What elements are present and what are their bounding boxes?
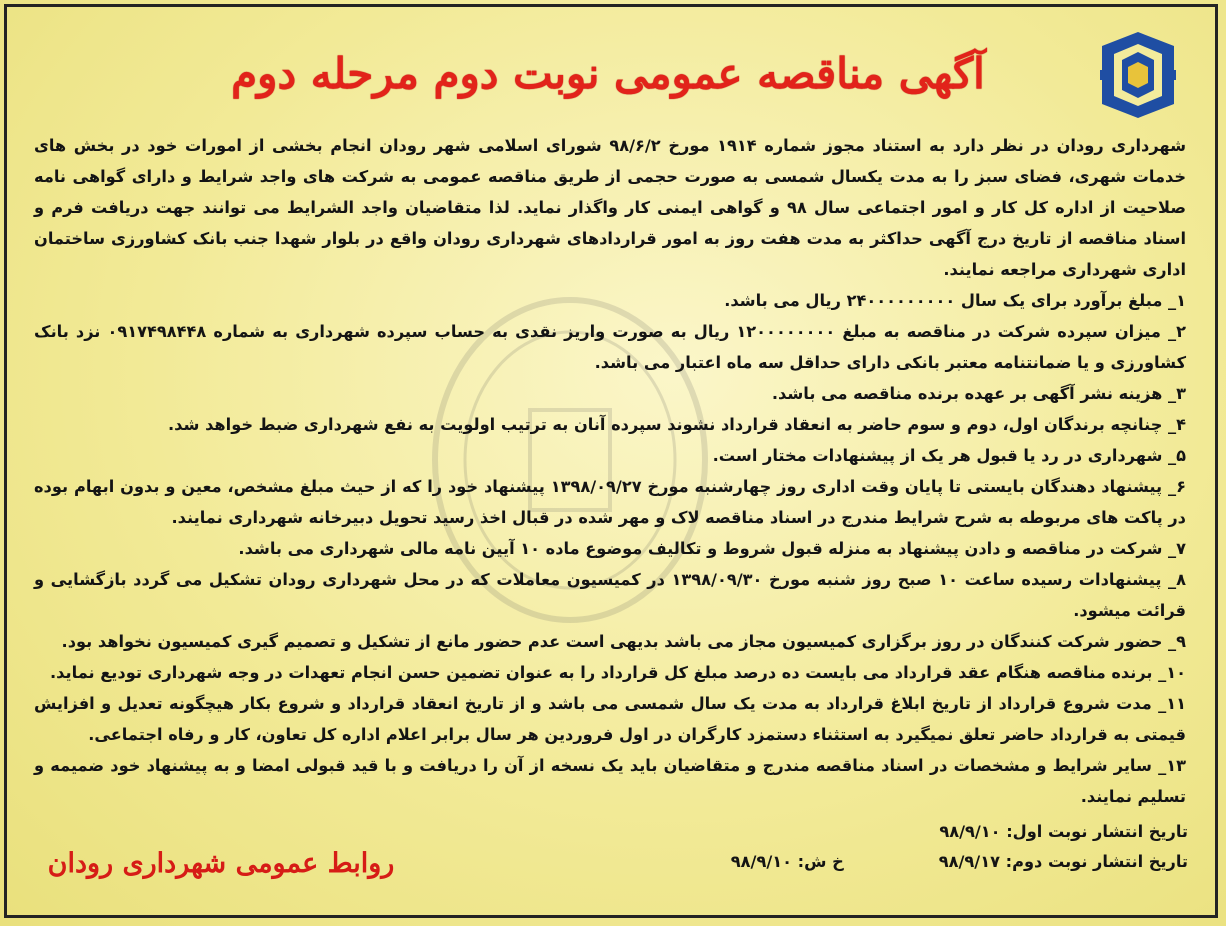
clause-6: ۶_ پیشنهاد دهندگان بایستی تا پایان وقت اداری روز چهارشنبه مورخ ۱۳۹۸/۰۹/۲۷ پیشنهاد خود را که از حیث مبلغ مشخص، معین و بدون ابهام بوده در پاکت های مربوطه به شرح شرایط مندرج در اسناد مناقصه لاک و مهر شده در قبال اخذ رسید تحویل دبیرخانه شهرداری نمایند. <box>34 477 1186 527</box>
first-publication-date: تاریخ انتشار نوبت اول: ۹۸/۹/۱۰ <box>939 822 1188 841</box>
ad-body <box>34 130 1186 812</box>
clause-1: ۱_ مبلغ برآورد برای یک سال ۲۴۰۰۰۰۰۰۰۰۰ ریال می باشد. <box>724 291 1186 310</box>
publication-dates <box>628 817 1188 877</box>
clause-10: ۱۰_ برنده مناقصه هنگام عقد قرارداد می بایست ده درصد مبلغ کل قرارداد را به عنوان تضمین حسن انجام تعهدات در وجه شهرداری تودیع نماید. <box>50 663 1186 682</box>
first-publication-row <box>628 817 1188 847</box>
clause-8: ۸_ پیشنهادات رسیده ساعت ۱۰ صبح روز شنبه مورخ ۱۳۹۸/۰۹/۳۰ در کمیسیون معاملات که در محل شهرداری رودان تشکیل می گردد بازگشایی و قرائت میشود. <box>34 570 1186 620</box>
ad-title: آگهی مناقصه عمومی نوبت دوم مرحله دوم <box>231 49 985 98</box>
clause-13: ۱۳_ سایر شرایط و مشخصات در اسناد مناقصه مندرج و متقاضیان باید یک نسخه از آن را دریافت و با قید قبولی امضا و به پیشنهاد خود ضمیمه و تسلیم نمایند. <box>34 756 1186 806</box>
kh-sh-code: خ ش: ۹۸/۹/۱۰ <box>730 852 844 871</box>
clause-9: ۹_ حضور شرکت کنندگان در روز برگزاری کمیسیون مجاز می باشد بدیهی است عدم حضور مانع از تشکیل و تصمیم گیری کمیسیون نخواهد بود. <box>61 632 1186 651</box>
signature-public-relations: روابط عمومی شهرداری رودان <box>47 848 395 879</box>
clause-3: ۳_ هزینه نشر آگهی بر عهده برنده مناقصه می باشد. <box>771 384 1186 403</box>
intro-paragraph: شهرداری رودان در نظر دارد به استناد مجوز شماره ۱۹۱۴ مورخ ۹۸/۶/۲ شورای اسلامی شهر رودان انجام بخشی از امورات خود در بخش های خدمات شهری، فضای سبز را به مدت یکسال شمسی به صورت حجمی از طریق مناقصه عمومی به شرکت های واجد شرایط و دارای گواهی نامه صلاحیت از اداره کل کار و امور اجتماعی سال ۹۸ و گواهی ایمنی کار واگذار نماید. لذا متقاضیان واجد الشرایط می توانند جهت دریافت فرم و اسناد مناقصه از تاریخ درج آگهی حداکثر به مدت هفت روز به امور قراردادهای شهرداری رودان واقع در بلوار شهدا جنب بانک کشاورزی ساختمان اداری شهرداری مراجعه نمایند. <box>34 136 1186 279</box>
clause-5: ۵_ شهرداری در رد یا قبول هر یک از پیشنهادات مختار است. <box>712 446 1186 465</box>
second-publication-row <box>628 847 1188 877</box>
second-publication-date: تاریخ انتشار نوبت دوم: ۹۸/۹/۱۷ <box>938 852 1188 871</box>
municipality-emblem-icon <box>1100 30 1176 120</box>
clause-4: ۴_ چنانچه برندگان اول، دوم و سوم حاضر به انعقاد قرارداد نشوند سپرده آنان به ترتیب اولویت به نفع شهرداری ضبط خواهد شد. <box>168 415 1186 434</box>
clause-11: ۱۱_ مدت شروع قرارداد از تاریخ ابلاغ قرارداد به مدت یک سال شمسی می باشد و از تاریخ انعقاد قرارداد و شروع بکار هیچگونه تعدیل و افزایش قیمتی به قرارداد حاضر تعلق نمیگیرد به استثناء دستمزد کارگران در اول فروردین هر سال برابر اعلام اداره کل تعاون، کار و رفاه اجتماعی. <box>34 694 1186 744</box>
clause-2: ۲_ میزان سپرده شرکت در مناقصه به مبلغ ۱۲۰۰۰۰۰۰۰۰ ریال به صورت واریز نقدی به حساب سپرده شهرداری به شماره ۰۹۱۷۴۹۸۴۴۸ نزد بانک کشاورزی و یا ضمانتنامه معتبر بانکی دارای حداقل سه ماه اعتبار می باشد. <box>34 322 1186 372</box>
clause-7: ۷_ شرکت در مناقصه و دادن پیشنهاد به منزله قبول شروط و تکالیف موضوع ماده ۱۰ آیین نامه مالی شهرداری می باشد. <box>238 539 1186 558</box>
